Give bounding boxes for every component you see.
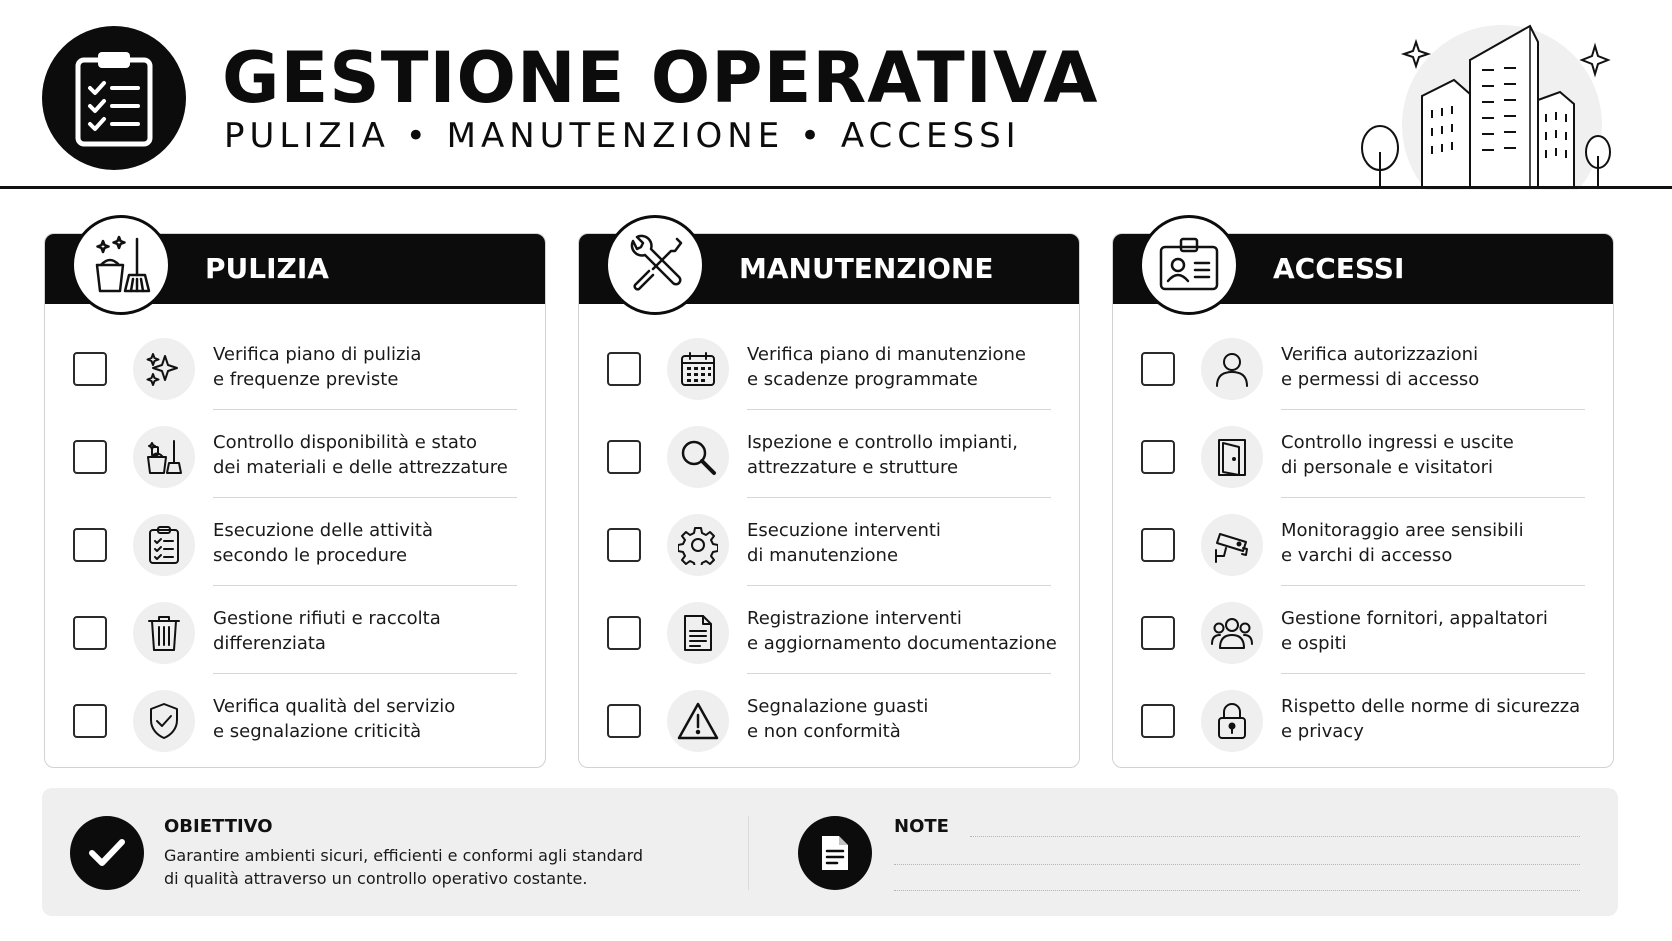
checklist-item [1113,586,1613,674]
shield-check-icon [146,701,182,741]
item-label: Verifica autorizzazioni e permessi di accesso [1281,344,1480,390]
checklist-item [45,322,545,410]
checklist-item [45,498,545,586]
objective-label: OBIETTIVO [164,816,273,837]
item-label: Esecuzione interventi di manutenzione [747,520,941,566]
item-checkbox[interactable] [73,704,107,738]
wrench-screwdriver-icon [605,215,705,315]
checklist-item [579,410,1079,498]
notes-line[interactable] [894,864,1580,865]
calendar-icon [679,350,717,388]
page-subtitle: PULIZIA • MANUTENZIONE • ACCESSI [224,116,1021,156]
magnifier-icon [679,438,717,476]
checklist-item [1113,322,1613,410]
id-badge-icon [1139,215,1239,315]
checklist-item [45,674,545,762]
item-label: Segnalazione guasti e non conformità [747,696,929,742]
notes-label: NOTE [894,816,949,837]
item-checkbox[interactable] [73,352,107,386]
document-icon [819,834,851,872]
footer-bar [42,788,1618,916]
checkmark-icon [87,837,127,869]
item-checkbox[interactable] [73,528,107,562]
item-label: Registrazione interventi e aggiornamento documentazione [747,608,1057,654]
door-icon [1215,437,1249,477]
warning-triangle-icon [677,701,719,741]
panel-title: ACCESSI [1273,252,1405,285]
sparkles-icon [145,350,183,388]
item-checkbox[interactable] [73,440,107,474]
panel-manutenzione [578,233,1080,768]
notes-badge [798,816,872,890]
item-label: Rispetto delle norme di sicurezza e privacy [1281,696,1581,742]
item-checkbox[interactable] [1141,528,1175,562]
clipboard-checklist-icon [146,525,182,565]
item-label: Controllo ingressi e uscite di personale e visitatori [1281,432,1514,478]
city-buildings-illustration [1352,20,1622,190]
item-checkbox[interactable] [607,440,641,474]
gear-icon [678,525,718,565]
clipboard-checklist-icon [70,48,158,148]
users-group-icon [1210,614,1254,652]
item-label: Controllo disponibilità e stato dei materiali e delle attrezzature [213,432,508,478]
notes-line[interactable] [894,890,1580,891]
padlock-icon [1215,701,1249,741]
item-checkbox[interactable] [1141,704,1175,738]
item-checkbox[interactable] [607,528,641,562]
item-checkbox[interactable] [607,352,641,386]
checklist-item [45,410,545,498]
item-checkbox[interactable] [73,616,107,650]
item-checkbox[interactable] [607,616,641,650]
checklist-item [1113,674,1613,762]
cleaning-bucket-broom-icon [71,215,171,315]
checklist-item [1113,498,1613,586]
panel-accessi [1112,233,1614,768]
item-checkbox[interactable] [1141,352,1175,386]
item-label: Ispezione e controllo impianti, attrezzature e strutture [747,432,1018,478]
item-label: Verifica qualità del servizio e segnalazione criticità [213,696,456,742]
item-label: Esecuzione delle attività secondo le procedure [213,520,433,566]
checklist-item [1113,410,1613,498]
item-label: Gestione rifiuti e raccolta differenziata [213,608,441,654]
item-label: Monitoraggio aree sensibili e varchi di accesso [1281,520,1524,566]
security-camera-icon [1212,526,1252,564]
item-checkbox[interactable] [1141,616,1175,650]
objective-badge [70,816,144,890]
cleaning-supplies-icon [144,437,184,477]
document-icon [681,613,715,653]
panel-title: MANUTENZIONE [739,252,994,285]
panel-title: PULIZIA [205,252,329,285]
header-logo [42,26,186,170]
item-label: Gestione fornitori, appaltatori e ospiti [1281,608,1548,654]
notes-line[interactable] [970,836,1580,837]
footer-divider [748,816,749,890]
checklist-item [579,498,1079,586]
trash-bin-icon [146,613,182,653]
user-icon [1214,350,1250,388]
panel-pulizia [44,233,546,768]
item-label: Verifica piano di manutenzione e scadenze programmate [747,344,1026,390]
header-divider [0,186,1672,189]
item-label: Verifica piano di pulizia e frequenze previste [213,344,422,390]
checklist-item [45,586,545,674]
checklist-item [579,586,1079,674]
page-title: GESTIONE OPERATIVA [222,37,1099,119]
checklist-item [579,322,1079,410]
item-checkbox[interactable] [607,704,641,738]
item-checkbox[interactable] [1141,440,1175,474]
checklist-item [579,674,1079,762]
objective-text: Garantire ambienti sicuri, efficienti e conformi agli standard di qualità attraverso un controllo operativo costante. [164,846,644,888]
